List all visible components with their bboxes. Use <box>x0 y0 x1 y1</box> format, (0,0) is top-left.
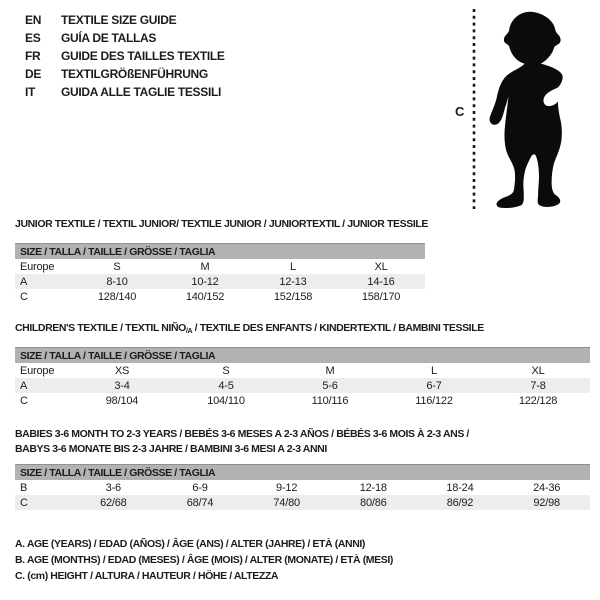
row-label: A <box>20 275 28 288</box>
babies-table-title-line2: BABYS 3-6 MONATE BIS 2-3 JAHRE / BAMBINI 3-6 MESI A 2-3 ANNI <box>15 443 327 455</box>
size-cell: L <box>290 260 296 273</box>
size-cell: 10-12 <box>191 275 219 288</box>
language-code: DE <box>25 67 42 81</box>
size-cell: 68/74 <box>186 496 214 509</box>
height-measure-line <box>471 9 477 209</box>
size-cell: M <box>200 260 210 273</box>
size-cell: 7-8 <box>530 379 546 392</box>
children-table-title-text: CHILDREN'S TEXTILE / TEXTIL NIÑO <box>15 322 186 334</box>
size-cell: XL <box>531 364 545 377</box>
size-cell: 14-16 <box>367 275 395 288</box>
size-cell: 122/128 <box>518 394 558 407</box>
size-cell: 110/116 <box>311 394 349 407</box>
size-cell: 98/104 <box>105 394 139 407</box>
table-row <box>15 363 590 378</box>
size-cell: 92/98 <box>533 496 560 509</box>
size-cell: 9-12 <box>276 481 298 494</box>
size-cell: 3-6 <box>105 481 121 494</box>
language-title: TEXTILE SIZE GUIDE <box>61 13 177 27</box>
row-label: C <box>20 290 28 303</box>
size-cell: 74/80 <box>273 496 300 509</box>
size-cell: 80/86 <box>360 496 387 509</box>
row-label: A <box>20 379 28 392</box>
size-cell: 6-9 <box>192 481 208 494</box>
size-cell: 18-24 <box>446 481 474 494</box>
junior-size-table <box>15 243 425 304</box>
children-table-title <box>15 321 484 339</box>
table-row <box>15 480 590 495</box>
size-cell: 140/152 <box>185 290 225 303</box>
size-cell: XL <box>374 260 388 273</box>
junior-table-title-text: JUNIOR TEXTILE / TEXTIL JUNIOR/ TEXTILE JUNIOR / JUNIORTEXTIL / JUNIOR TESSILE <box>15 218 428 230</box>
size-cell: S <box>222 364 230 377</box>
row-label: C <box>20 496 28 509</box>
size-cell: 8-10 <box>106 275 128 288</box>
row-label: C <box>20 394 28 407</box>
children-table-title-text: / TEXTILE DES ENFANTS / KINDERTEXTIL / BAMBINI TESSILE <box>192 322 484 334</box>
table-row <box>15 378 590 393</box>
size-cell: 12-18 <box>359 481 387 494</box>
size-cell: XS <box>114 364 130 377</box>
babies-table-title-line1: BABIES 3-6 MONTH TO 2-3 YEARS / BEBÉS 3-6 MESES A 2-3 AÑOS / BÉBÉS 3-6 MOIS À 2-3 ANS / <box>15 428 469 440</box>
size-header-bar: SIZE / TALLA / TAILLE / GRÖSSE / TAGLIA <box>15 348 590 364</box>
footnote-b: B. AGE (MONTHS) / EDAD (MESES) / ÂGE (MOIS) / ALTER (MONATE) / ETÀ (MESI) <box>15 554 393 566</box>
size-cell: 128/140 <box>97 290 137 303</box>
size-cell: 86/92 <box>446 496 474 509</box>
language-code: IT <box>25 85 36 99</box>
language-code: ES <box>25 31 41 45</box>
size-header-bar: SIZE / TALLA / TAILLE / GRÖSSE / TAGLIA <box>15 465 590 481</box>
babies-table-title <box>15 427 469 457</box>
language-title: GUIDA ALLE TAGLIE TESSILI <box>61 85 222 99</box>
language-title: TEXTILGRÖßENFÜHRUNG <box>61 67 208 81</box>
size-cell: M <box>325 364 335 377</box>
baby-silhouette-icon <box>485 10 575 208</box>
language-code: FR <box>25 49 41 63</box>
height-measure-label: C <box>455 104 465 119</box>
size-cell: 24-36 <box>533 481 561 494</box>
table-row <box>15 393 590 408</box>
footnote-c: C. (cm) HEIGHT / ALTURA / HAUTEUR / HÖHE / ALTEZZA <box>15 570 279 582</box>
language-title: GUIDE DES TAILLES TEXTILE <box>61 49 225 63</box>
language-row <box>25 47 225 65</box>
size-cell: 3-4 <box>114 379 130 392</box>
size-cell: 152/158 <box>273 290 313 303</box>
size-cell: 158/170 <box>361 290 401 303</box>
table-row <box>15 274 425 289</box>
language-row <box>25 11 225 29</box>
language-row <box>25 65 225 83</box>
language-code: EN <box>25 13 42 27</box>
language-row <box>25 83 225 101</box>
language-title: GUÍA DE TALLAS <box>61 31 157 45</box>
junior-table-title <box>15 217 428 232</box>
size-cell: 62/68 <box>100 496 127 509</box>
size-cell: 4-5 <box>218 379 234 392</box>
size-cell: L <box>431 364 437 377</box>
row-label: Europe <box>20 260 55 273</box>
size-cell: 12-13 <box>279 275 307 288</box>
size-cell: 6-7 <box>426 379 442 392</box>
babies-size-table <box>15 464 590 510</box>
table-row <box>15 289 425 304</box>
table-row <box>15 259 425 274</box>
size-cell: 104/110 <box>207 394 245 407</box>
row-label: B <box>20 481 28 494</box>
language-title-list <box>25 11 225 101</box>
children-size-table <box>15 347 590 408</box>
children-table-title-subscript: /A <box>185 328 193 335</box>
size-cell: 116/122 <box>415 394 453 407</box>
size-cell: S <box>113 260 121 273</box>
footnote-a: A. AGE (YEARS) / EDAD (AÑOS) / ÂGE (ANS) / ALTER (JAHRE) / ETÀ (ANNI) <box>15 538 366 550</box>
footnotes <box>15 536 393 584</box>
size-cell: 5-6 <box>322 379 338 392</box>
size-header-bar: SIZE / TALLA / TAILLE / GRÖSSE / TAGLIA <box>15 244 425 260</box>
table-row <box>15 495 590 510</box>
row-label: Europe <box>20 364 55 377</box>
language-row <box>25 29 225 47</box>
